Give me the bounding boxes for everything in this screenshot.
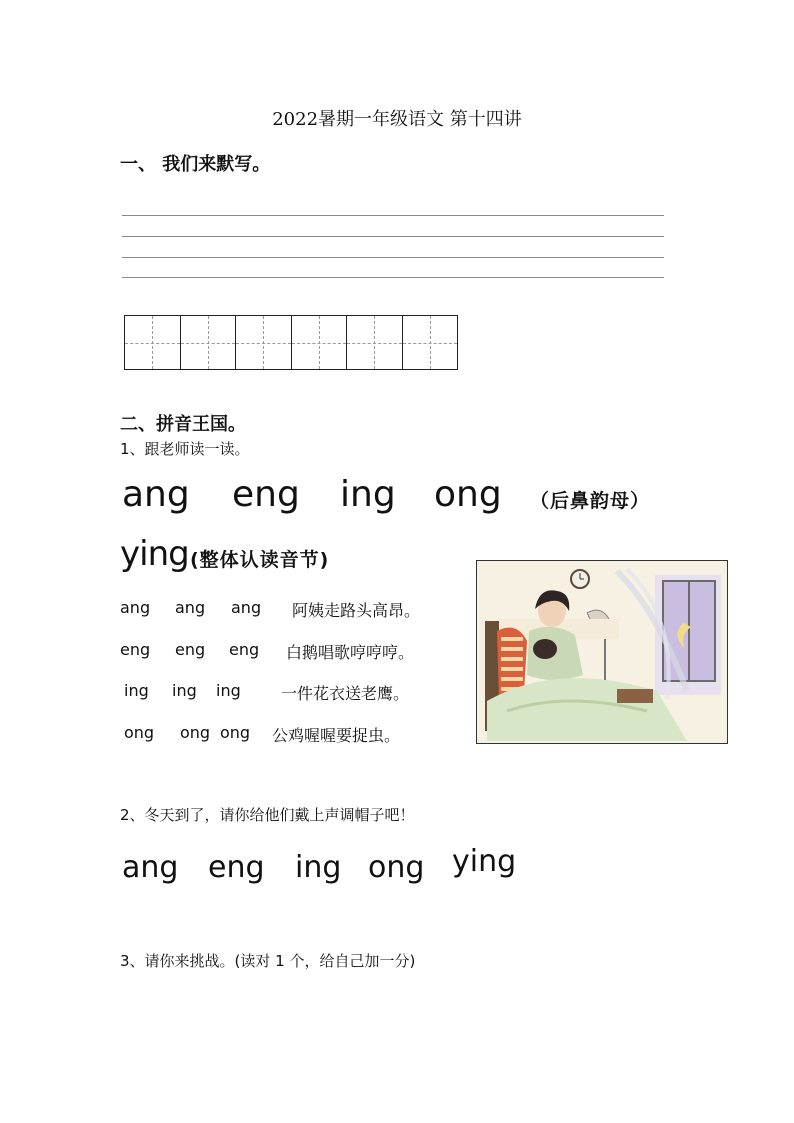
page-title: 2022暑期一年级语文 第十四讲 <box>272 109 522 130</box>
chant-pinyin: ing <box>172 681 197 700</box>
chant-line <box>0 723 470 745</box>
section-2-heading: 二、拼音王国。 <box>120 414 246 435</box>
writing-line <box>122 277 664 278</box>
grid-cell[interactable] <box>125 316 181 369</box>
syllable-eng[interactable]: eng <box>208 850 265 885</box>
final-ing: ing <box>340 474 396 515</box>
chant-pinyin: ong <box>180 723 211 742</box>
chant-pinyin: ang <box>175 598 206 617</box>
mother-and-baby-illustration <box>476 560 728 744</box>
final-ang: ang <box>122 474 190 515</box>
syllable-note: (整体认读音节) <box>190 549 330 571</box>
grid-cell[interactable] <box>347 316 403 369</box>
chant-text: 白鹅唱歌哼哼哼。 <box>286 643 415 662</box>
chant-text: 阿姨走路头高昂。 <box>292 601 421 620</box>
grid-cell[interactable] <box>292 316 348 369</box>
finals-note: （后鼻韵母） <box>530 490 651 512</box>
chant-pinyin: eng <box>175 640 206 659</box>
writing-grid <box>124 315 458 370</box>
writing-line <box>122 236 664 237</box>
tone-syllables-row <box>0 844 794 894</box>
chant-line <box>0 598 470 620</box>
chant-pinyin: eng <box>229 640 260 659</box>
chant-pinyin: ing <box>124 681 149 700</box>
chant-pinyin: ong <box>220 723 251 742</box>
grid-cell[interactable] <box>236 316 292 369</box>
syllable-ang[interactable]: ang <box>122 850 179 885</box>
chant-line <box>0 640 470 662</box>
chant-pinyin: eng <box>120 640 151 659</box>
chant-pinyin: ang <box>231 598 262 617</box>
section-1-heading: 一、 我们来默写。 <box>120 154 271 175</box>
syllable-ying[interactable]: ying <box>452 844 517 879</box>
final-eng: eng <box>232 474 300 515</box>
grid-cell[interactable] <box>181 316 237 369</box>
chant-line <box>0 681 470 703</box>
grid-cell[interactable] <box>403 316 458 369</box>
chant-text: 公鸡喔喔要捉虫。 <box>272 726 401 745</box>
question-2-label: 2、冬天到了，请你给他们戴上声调帽子吧！ <box>120 806 415 824</box>
chant-pinyin: ing <box>216 681 241 700</box>
question-3-label: 3、请你来挑战。(读对 1 个，给自己加一分) <box>120 952 416 970</box>
chant-pinyin: ong <box>124 723 155 742</box>
syllable-ying: ying <box>120 534 189 574</box>
question-1-label: 1、跟老师读一读。 <box>120 440 250 458</box>
syllable-ong[interactable]: ong <box>368 850 425 885</box>
chant-pinyin: ang <box>120 598 151 617</box>
writing-line <box>122 215 664 216</box>
syllable-ing[interactable]: ing <box>295 850 342 885</box>
chant-text: 一件花衣送老鹰。 <box>281 684 410 703</box>
finals-row <box>0 474 794 520</box>
writing-line <box>122 257 664 258</box>
final-ong: ong <box>434 474 502 515</box>
